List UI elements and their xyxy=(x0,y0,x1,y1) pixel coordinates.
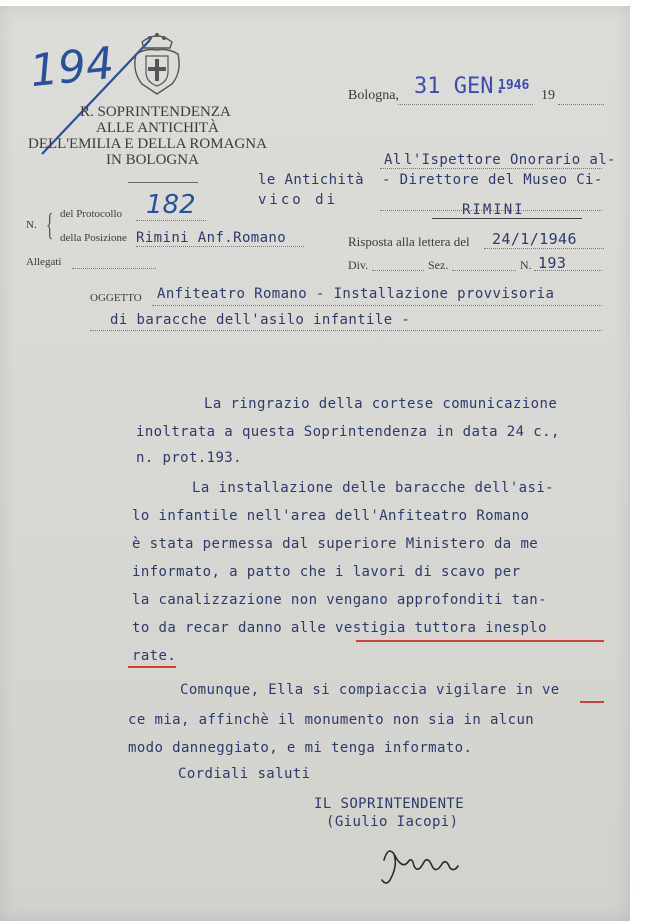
body-p2-line-3: è stata permessa dal superiore Ministero da me xyxy=(132,536,539,552)
body-p2-line-6: to da recar danno alle vestigia tuttora inesplo xyxy=(132,620,547,636)
handwritten-signature xyxy=(374,840,464,894)
recipient-line-1a: Al xyxy=(384,152,402,168)
recipient-line-2b: - Direttore del Museo Ci- xyxy=(382,172,603,188)
body-p1-line-1: La ringrazio della cortese comunicazione xyxy=(204,396,558,412)
date-stamp: 31 GEN. xyxy=(414,74,507,99)
recipient-city: RIMINI xyxy=(462,202,525,218)
closing: Cordiali saluti xyxy=(178,766,311,782)
body-p1-line-3: n. prot.193. xyxy=(136,450,242,466)
body-p2-line-1: La installazione delle baracche dell'asi- xyxy=(192,480,554,496)
body-p2-line-2: lo infantile nell'area dell'Anfiteatro Romano xyxy=(132,508,530,524)
red-underline-2 xyxy=(128,666,176,668)
recipient-city-underline xyxy=(432,218,582,219)
reply-n-label: N. xyxy=(520,258,532,272)
body-p1-line-2: inoltrata a questa Soprintendenza in data 24 c., xyxy=(136,424,560,440)
body-p2-line-5: la canalizzazione non vengano approfonditi tan- xyxy=(132,592,547,608)
letterhead-line-1: R. SOPRINTENDENZA xyxy=(80,104,231,120)
posizione-dotted-line xyxy=(136,246,304,247)
reply-date: 24/1/1946 xyxy=(492,230,577,248)
sez-dotted-line xyxy=(452,270,516,271)
body-p2-line-7: rate. xyxy=(132,648,177,664)
body-p3-line-3: modo danneggiato, e mi tenga informato. xyxy=(128,740,473,756)
body-p3-line-1: Comunque, Ella si compiaccia vigilare in ve xyxy=(180,682,560,698)
posizione-label: della Posizione xyxy=(60,232,127,244)
protocollo-value: 182 xyxy=(146,190,196,220)
sez-label: Sez. xyxy=(428,258,449,272)
red-underline-1 xyxy=(356,640,604,642)
protocollo-label: del Protocollo xyxy=(60,208,123,220)
protocol-brace: { xyxy=(45,206,54,242)
letterhead-line-2: ALLE ANTICHITÀ xyxy=(96,120,219,136)
subject-line-2: di baracche dell'asilo infantile - xyxy=(110,312,411,328)
handwritten-number: 194 xyxy=(27,37,117,98)
reply-label: Risposta alla lettera del xyxy=(348,234,470,249)
red-underline-3 xyxy=(580,701,604,703)
signature-title: IL SOPRINTENDENTE xyxy=(314,796,465,812)
div-label: Div. xyxy=(348,258,369,272)
recipient-line-3a: vico di xyxy=(258,192,339,208)
div-dotted-line xyxy=(372,270,424,271)
reply-n-dotted-line xyxy=(534,270,602,271)
allegati-dotted-line xyxy=(72,268,156,269)
body-p2-line-4: informato, a patto che i lavori di scavo per xyxy=(132,564,521,580)
signature-name: (Giulio Iacopi) xyxy=(326,814,459,830)
protocol-n-label: N. xyxy=(26,219,37,231)
letterhead-line-3: DELL'EMILIA E DELLA ROMAGNA xyxy=(28,136,267,152)
reply-n-value: 193 xyxy=(538,254,567,272)
letter-paper xyxy=(0,6,630,921)
allegati-label: Allegati xyxy=(26,256,62,268)
recipient-line-2a: le Antichità xyxy=(258,172,364,188)
recipient-line-1b: l'Ispettore Onorario al- xyxy=(404,152,616,168)
subject-line-1: Anfiteatro Romano - Installazione provvisoria xyxy=(157,286,555,302)
coat-of-arms-icon xyxy=(132,28,182,98)
subject-dotted-line-1 xyxy=(152,305,602,306)
body-p3-line-2: ce mia, affinchè il monumento non sia in alcun xyxy=(128,712,535,728)
recipient-dotted-line xyxy=(380,168,602,169)
subject-dotted-line-2 xyxy=(90,330,602,331)
reply-date-dotted-line xyxy=(484,248,604,249)
subject-label: OGGETTO xyxy=(90,292,142,304)
protocollo-dotted-line xyxy=(136,220,206,221)
letterhead-rule xyxy=(128,182,198,183)
place-label: Bologna, xyxy=(348,88,399,103)
date-dotted-line xyxy=(398,104,533,105)
letterhead-line-4: IN BOLOGNA xyxy=(106,152,199,168)
year-prefix: 19 xyxy=(541,88,555,103)
posizione-value: Rimini Anf.Romano xyxy=(136,230,287,246)
date-stamp-year: 1946 xyxy=(498,78,530,93)
year-dotted-line xyxy=(558,104,604,105)
